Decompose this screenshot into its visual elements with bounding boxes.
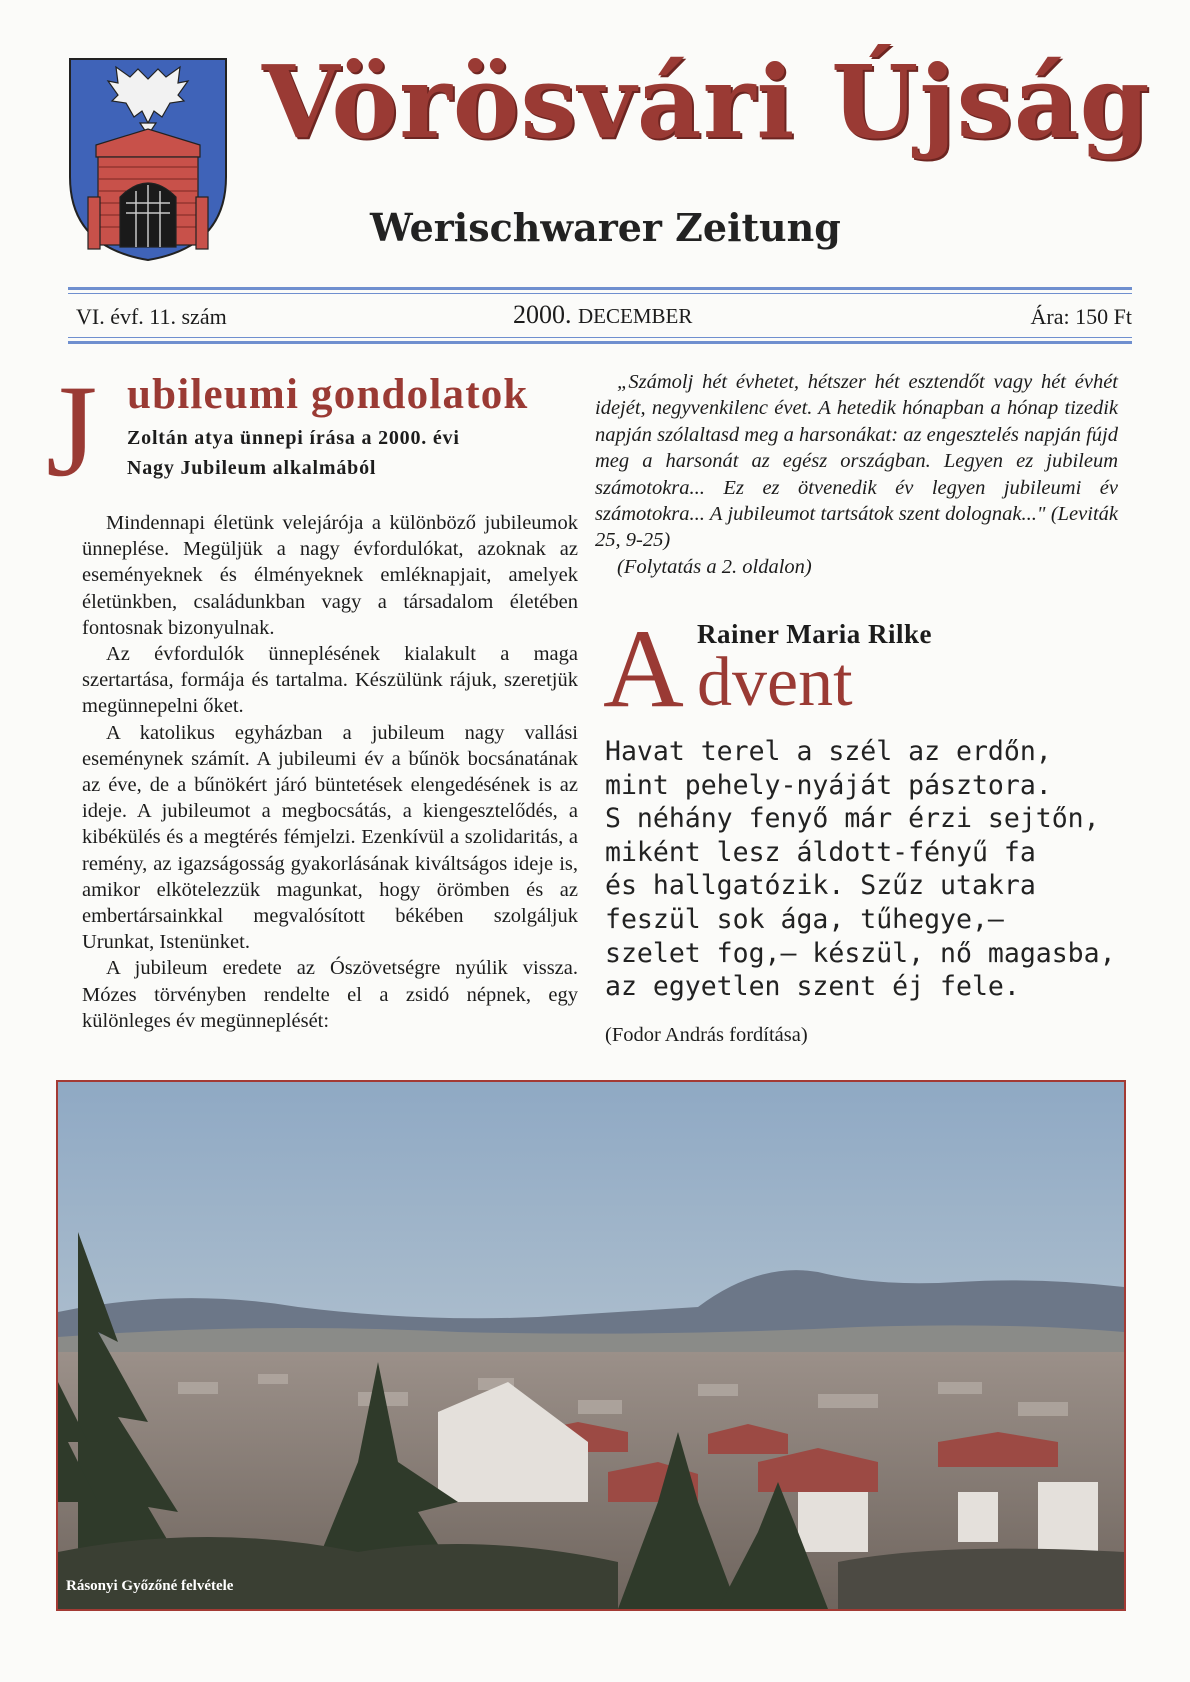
article-body (82, 510, 578, 1034)
poem-line: és hallgatózik. Szűz utakra (605, 870, 1036, 902)
poem-title: dvent (697, 644, 853, 721)
article-paragraph: A jubileum eredete az Ószövetségre nyúlik vissza. Mózes törvényben rendelte el a zsidó népnek, egy különleges év megünneplését: (82, 957, 578, 1032)
poem-line: szelet fog,– készül, nő magasba, (605, 937, 1116, 969)
article-paragraph: Az évfordulók ünneplésének kialakult a maga szertartása, formája és tartalma. Készülünk rájuk, szeretjük megünnepelni őket. (82, 643, 578, 718)
poem-line: az egyetlen szent éj fele. (605, 971, 1020, 1003)
continued-note: (Folytatás a 2. oldalon) (617, 555, 812, 578)
poem-line: S néhány fenyő már érzi sejtőn, (605, 803, 1100, 835)
issue-volume: VI. évf. 11. szám (76, 304, 227, 329)
article-title: ubileumi gondolatok (127, 371, 529, 418)
divider-bottom (68, 341, 1132, 344)
divider-bottom-thin (68, 337, 1132, 338)
photo-credit: Rásonyi Győzőné felvétele (66, 1578, 234, 1594)
poem-text (605, 735, 1125, 1004)
coat-of-arms-icon (68, 57, 228, 262)
poem-line: miként lesz áldott-fényű fa (605, 836, 1036, 868)
article-dropcap: J (46, 357, 98, 504)
poem-dropcap: A (603, 607, 684, 731)
poem-translator: (Fodor András fordítása) (605, 1024, 808, 1046)
poem-line: feszül sok ága, tűhegye,– (605, 903, 1004, 935)
article-subtitle-line: Nagy Jubileum alkalmából (127, 457, 377, 479)
scripture-quote (595, 369, 1118, 580)
poem-line: mint pehely-nyáját pásztora. (605, 769, 1052, 801)
poem-line: Havat terel a szél az erdőn, (605, 736, 1052, 767)
poem-author: Rainer Maria Rilke (697, 619, 932, 649)
article-subtitle (127, 423, 567, 483)
issue-date (513, 300, 692, 330)
issue-price: Ára: 150 Ft (1030, 304, 1132, 329)
divider-top (68, 287, 1132, 290)
article-paragraph: Mindennapi életünk velejárója a különböző jubileumok ünneplése. Megüljük a nagy évfordulókat, azoknak az eseményeknek és élményeknek emléknapjait, amelyek életünkben, családunkban vagy a társadalom életében fontosnak bizonyulnak. (82, 512, 578, 639)
issue-year: 2000. (513, 300, 572, 329)
issue-month: DECEMBER (578, 304, 693, 328)
masthead-title: Vörösvári Újság (262, 43, 1151, 161)
article-paragraph: A katolikus egyházban a jubileum nagy vallási eseménynek számít. A jubileumi év a bűnök bocsánatának az éve, de a bűnökért járó büntetések elengedésének is az ideje. A jubileumot a megbocsátás, a kiengesztelődés, a kibékülés és a megtérés fémjelzi. Ezenkívül a szolidaritás, a remény, az igazságosság gyakorlásának kiváltságos ideje is, amikor elkötelezzük magunkat, hogy örömben és az embertársainkkal megvalósított békében szolgáljuk Urunkat, Istenünket. (82, 721, 578, 954)
town-panorama-photo (56, 1080, 1126, 1611)
divider-top-thin (68, 293, 1132, 294)
article-subtitle-line: Zoltán atya ünnepi írása a 2000. évi (127, 427, 460, 449)
quote-text: „Számolj hét évhetet, hétszer hét esztendőt vagy hét évhét idejét, negyvenkilenc évet. A hetedik hónapban a hónap tizedik napján szólaltasd meg a harsonákat: az engesztelés napján fújd meg a harsonát az egész országban. Legyen ez jubileum számotokra... Ez ez ötvenedik év legyen jubileumi év számotokra... A jubileumot tartsátok szent dolognak..." (Leviták 25, 9-25) (595, 371, 1118, 552)
masthead-subtitle: Werischwarer Zeitung (370, 205, 841, 250)
